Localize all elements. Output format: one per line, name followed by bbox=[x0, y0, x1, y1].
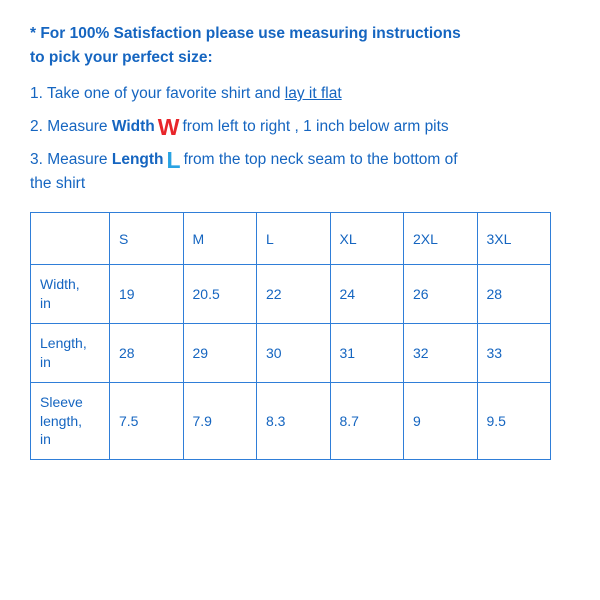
length-glyph-icon: L bbox=[166, 147, 181, 174]
row-label-length-line2: in bbox=[40, 353, 51, 370]
row-label-sleeve-length bbox=[31, 382, 110, 460]
table-header-3xl: 3XL bbox=[477, 213, 551, 265]
table-row bbox=[31, 382, 551, 460]
row-label-sleeve-line1: Sleeve bbox=[40, 393, 83, 410]
table-header-m: M bbox=[183, 213, 257, 265]
step-3-keyword: Length bbox=[111, 151, 164, 169]
step-1-underlined-text: lay it flat bbox=[284, 85, 342, 103]
row-label-sleeve-line3: in bbox=[40, 431, 51, 448]
table-header-xl: XL bbox=[330, 213, 404, 265]
row-label-length-line1: Length, bbox=[40, 334, 87, 351]
cell-sleeve-2xl: 9 bbox=[404, 382, 478, 460]
cell-length-m: 29 bbox=[183, 323, 257, 382]
cell-sleeve-xl: 8.7 bbox=[330, 382, 404, 460]
table-corner-cell bbox=[31, 213, 110, 265]
step-1-text: Take one of your favorite shirt and bbox=[46, 85, 285, 103]
cell-sleeve-l: 8.3 bbox=[257, 382, 331, 460]
cell-length-3xl: 33 bbox=[477, 323, 551, 382]
row-label-width-line1: Width, bbox=[40, 276, 80, 293]
step-3-text-before: Measure bbox=[47, 151, 112, 169]
intro-paragraph bbox=[30, 22, 570, 70]
cell-width-s: 19 bbox=[110, 265, 184, 324]
cell-sleeve-3xl: 9.5 bbox=[477, 382, 551, 460]
table-row bbox=[31, 265, 551, 324]
step-1 bbox=[30, 82, 570, 106]
step-2-number: 2. bbox=[30, 118, 43, 136]
intro-line-2: to pick your perfect size: bbox=[30, 49, 213, 67]
intro-line-1: * For 100% Satisfaction please use measuring instructions bbox=[30, 25, 461, 42]
cell-sleeve-s: 7.5 bbox=[110, 382, 184, 460]
table-header-s: S bbox=[110, 213, 184, 265]
cell-length-2xl: 32 bbox=[404, 323, 478, 382]
size-table bbox=[30, 212, 551, 460]
step-2-keyword: Width bbox=[111, 118, 155, 136]
cell-sleeve-m: 7.9 bbox=[183, 382, 257, 460]
table-row bbox=[31, 323, 551, 382]
row-label-width-line2: in bbox=[40, 294, 51, 311]
step-3 bbox=[30, 148, 570, 196]
width-glyph-icon: W bbox=[157, 114, 180, 141]
step-2-text-after: from left to right , 1 inch below arm pits bbox=[182, 118, 449, 136]
step-3-text-continued: the shirt bbox=[30, 175, 86, 193]
row-label-width bbox=[31, 265, 110, 324]
cell-length-xl: 31 bbox=[330, 323, 404, 382]
step-3-number: 3. bbox=[30, 151, 43, 169]
cell-width-l: 22 bbox=[257, 265, 331, 324]
step-1-number: 1. bbox=[30, 85, 43, 103]
step-2 bbox=[30, 115, 570, 139]
cell-length-s: 28 bbox=[110, 323, 184, 382]
cell-width-2xl: 26 bbox=[404, 265, 478, 324]
cell-length-l: 30 bbox=[257, 323, 331, 382]
step-2-text-before: Measure bbox=[47, 118, 112, 136]
cell-width-3xl: 28 bbox=[477, 265, 551, 324]
table-header-row bbox=[31, 213, 551, 265]
row-label-length bbox=[31, 323, 110, 382]
cell-width-xl: 24 bbox=[330, 265, 404, 324]
cell-width-m: 20.5 bbox=[183, 265, 257, 324]
step-3-text-after: from the top neck seam to the bottom of bbox=[183, 151, 458, 169]
table-header-l: L bbox=[257, 213, 331, 265]
row-label-sleeve-line2: length, bbox=[40, 412, 83, 429]
table-header-2xl: 2XL bbox=[404, 213, 478, 265]
